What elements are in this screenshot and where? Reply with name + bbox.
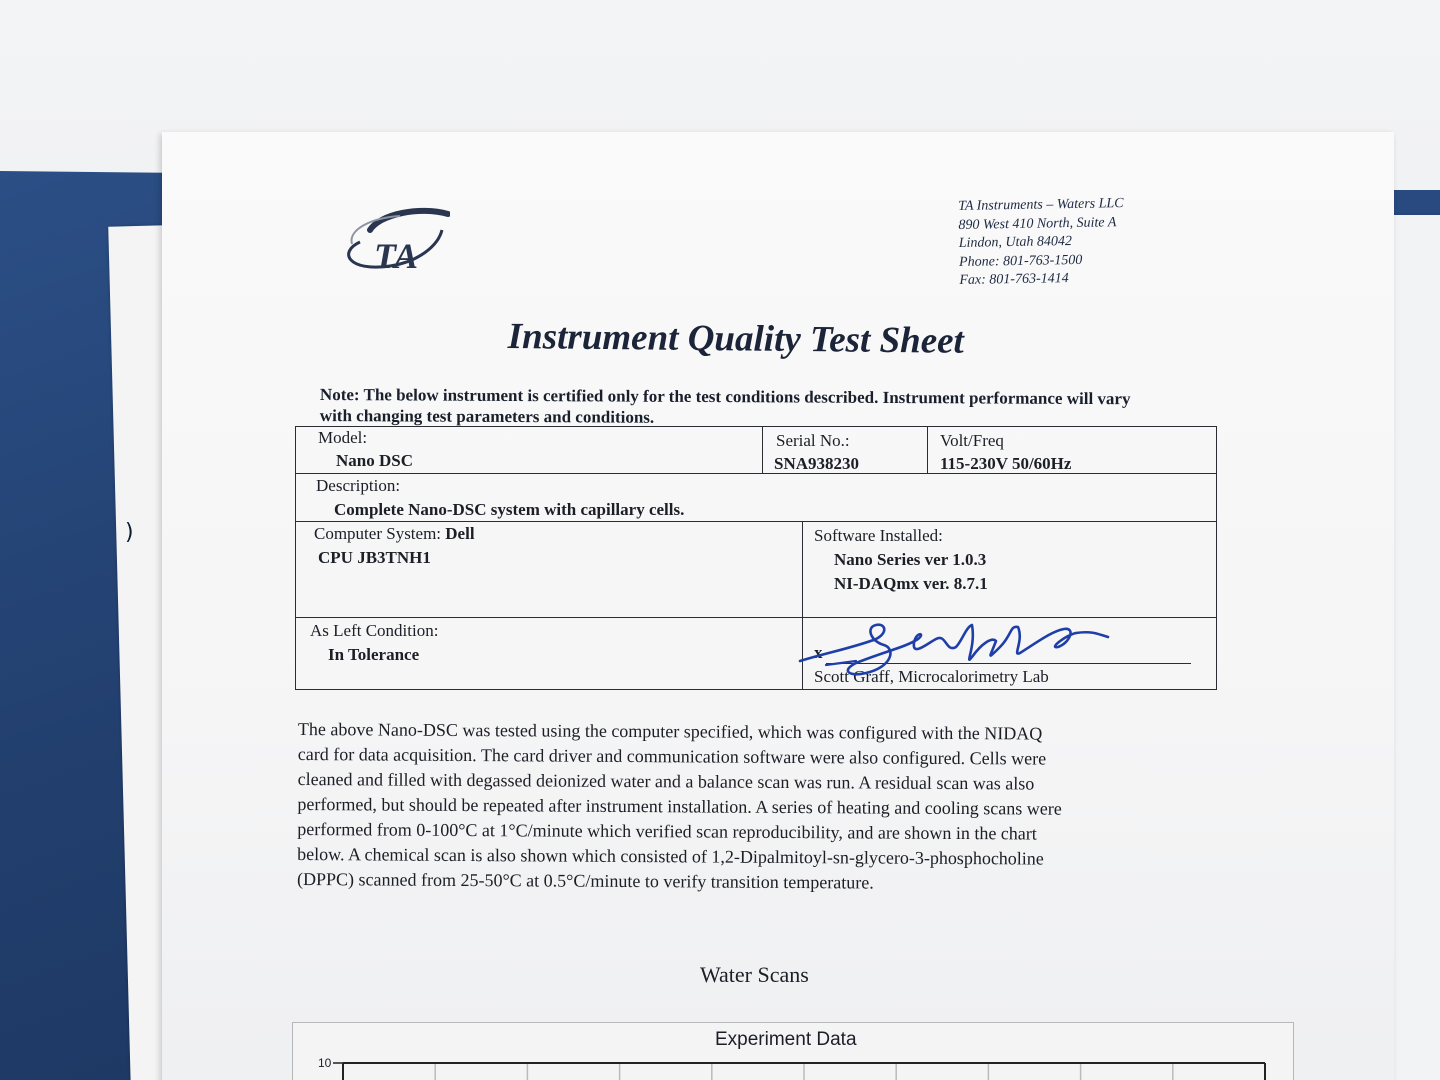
company-name: TA Instruments – Waters LLC [958,196,1124,214]
paragraph-line: (DPPC) scanned from 25-50°C at 0.5°C/minute to verify transition temperature. [296,868,874,893]
company-fax: Fax: 801-763-1414 [959,271,1069,288]
model-value: Nano DSC [336,451,413,470]
water-scans-heading: Water Scans [700,962,809,987]
instrument-info-table [295,426,1217,690]
chart-title: Experiment Data [715,1029,857,1050]
logo-text: TA [374,236,419,276]
experiment-data-chart [292,1022,1294,1080]
paragraph-line: performed from 0-100°C at 1°C/minute which verified scan reproducibility, and are shown in the chart [297,818,1037,844]
paragraph-line: card for data acquisition. The card driver and communication software were also configured. Cells were [297,743,1047,769]
handwritten-signature-icon [796,617,1116,687]
table-rule [296,521,1216,522]
software-item: NI-DAQmx ver. 8.7.1 [834,574,988,593]
company-address-block [958,195,1125,290]
table-rule [927,427,928,473]
paragraph-line: performed, but should be repeated after instrument installation. A series of heating and cooling scans were [297,793,1062,819]
table-rule [296,473,1216,474]
y-tick-label: 10 [318,1056,332,1070]
paragraph-line: The above Nano-DSC was tested using the computer specified, which was configured with the NIDAQ [297,718,1043,744]
serial-value: SNA938230 [774,454,860,473]
serial-label: Serial No.: [776,431,850,450]
ta-logo-icon [330,200,450,280]
software-item: Nano Series ver 1.0.3 [834,550,987,569]
cpu-value: CPU JB3TNH1 [318,548,431,567]
as-left-condition-label: As Left Condition: [310,621,439,640]
software-label: Software Installed: [814,526,943,545]
signature-caption: Scott Graff, Microcalorimetry Lab [814,667,1049,686]
as-left-condition-value: In Tolerance [328,645,420,664]
document-title: Instrument Quality Test Sheet [507,315,965,362]
signature-x-mark: x [814,643,823,662]
binder-mark: ) [125,520,134,545]
computer-system-label-text: Computer System: [314,524,442,543]
computer-system-value: Dell [445,524,475,543]
volt-freq-label: Volt/Freq [940,431,1004,450]
company-address-line2: Lindon, Utah 84042 [958,234,1073,251]
description-value: Complete Nano-DSC system with capillary cells. [334,500,685,519]
volt-freq-value: 115-230V 50/60Hz [940,454,1072,473]
paragraph-line: cleaned and filled with degassed deionized water and a balance scan was run. A residual scan was also [297,768,1035,794]
computer-system-label [314,524,475,544]
table-rule [762,427,763,473]
certification-note: Note: The below instrument is certified only for the test conditions described. Instrument performance will vary with changing test parameters and conditions. [319,385,1131,427]
description-label: Description: [316,476,401,495]
paragraph-line: below. A chemical scan is also shown which consisted of 1,2-Dipalmitoyl-sn-glycero-3-phosphocholine [297,843,1044,869]
model-label: Model: [318,428,368,447]
company-phone: Phone: 801-763-1500 [958,252,1083,270]
company-address-line1: 890 West 410 North, Suite A [958,214,1117,233]
test-description-paragraph [297,717,1238,898]
